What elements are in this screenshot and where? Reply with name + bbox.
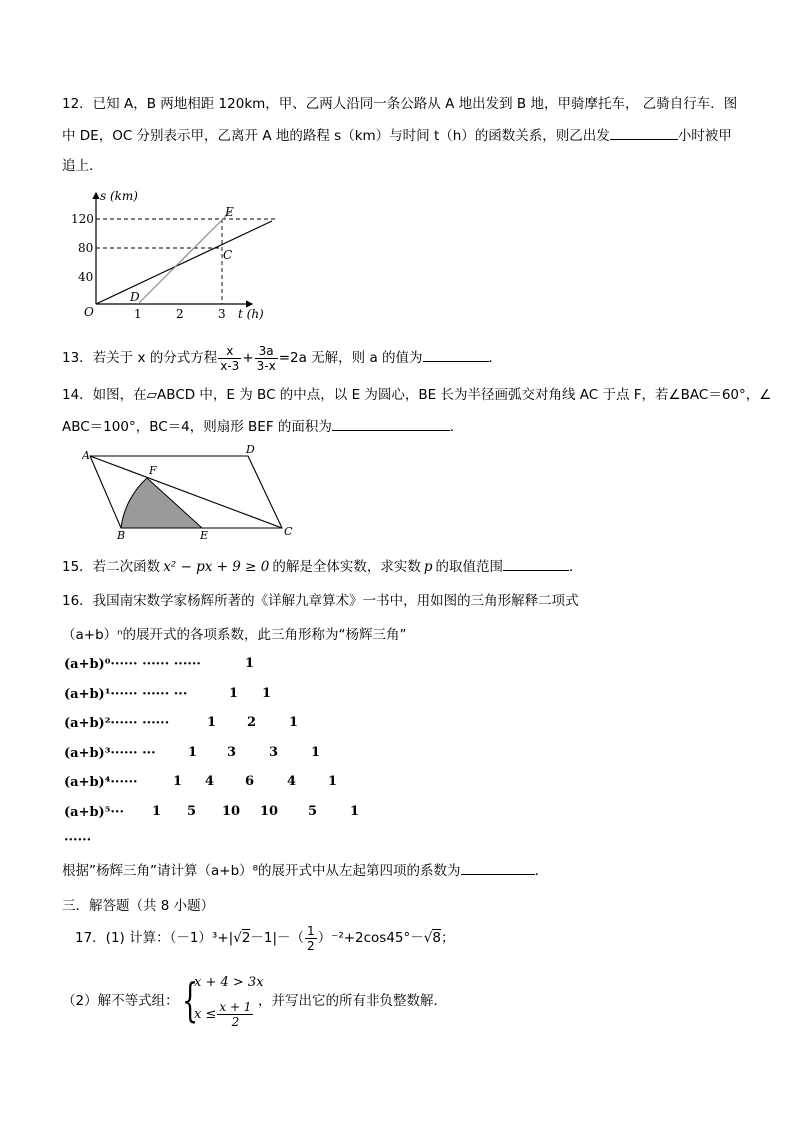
- q15-prefix: 15．若二次函数: [62, 559, 161, 575]
- q13-f2-den: 3-x: [256, 358, 276, 373]
- yh-row-label: (a+b)¹······ ······ ···: [64, 687, 188, 702]
- q14-end: ．: [449, 419, 464, 435]
- yh-value: 1: [229, 686, 239, 701]
- q16-line1: 16．我国南宋数学家杨辉所著的《详解九章算术》一书中，用如图的三角形解释二项式: [62, 593, 579, 609]
- yh-row-label: (a+b)⁵···: [64, 805, 124, 820]
- yh-row-label: (a+b)²······ ······: [64, 716, 170, 731]
- q17-ineq1: x + 4 > 3x: [194, 975, 264, 990]
- y-tick-40: 40: [78, 270, 94, 284]
- q12-line2: [62, 125, 732, 145]
- q17-part1: [75, 920, 454, 956]
- q14-line2: [62, 416, 463, 436]
- q13-suffix: =2a 无解，则 a 的值为: [278, 350, 423, 366]
- q17-half-num: 1: [307, 923, 315, 938]
- q17-p1-c: ）⁻²+2cos45°－: [317, 930, 424, 946]
- yh-value: 10: [260, 804, 279, 819]
- yh-value: 1: [152, 804, 162, 819]
- q16-answer-blank: [461, 860, 535, 875]
- q14-line1: 14．如图，在▱ABCD 中，E 为 BC 的中点，以 E 为圆心，BE 长为半径画弧交对角线 AC 于点 F，若∠BAC＝60°，∠: [62, 387, 772, 403]
- q15-expr: x² − px + 9 ≥ 0: [163, 559, 270, 575]
- point-c-label: C: [223, 248, 233, 262]
- yh-value: 6: [245, 774, 255, 789]
- q17-p1-a: 17．(1) 计算：（－1）³+|: [75, 930, 234, 946]
- q17-ineq2: [194, 1000, 254, 1029]
- yh-value: 5: [308, 804, 318, 819]
- x-tick-2: 2: [176, 307, 184, 321]
- yh-value: 1: [328, 774, 338, 789]
- q17-root1: 2: [241, 930, 251, 946]
- yh-value: 1: [350, 804, 360, 819]
- q17-ineq2-lhs: x ≤: [194, 1007, 217, 1022]
- y-tick-120: 120: [71, 212, 94, 226]
- yh-value: 4: [287, 774, 297, 789]
- yh-value: 2: [247, 715, 257, 730]
- sector-bef: [121, 478, 202, 528]
- q16-end: ．: [534, 863, 549, 879]
- label-f: F: [149, 464, 157, 477]
- x-tick-1: 1: [134, 307, 142, 321]
- yh-value: 5: [187, 804, 197, 819]
- sqrt-sign: √: [233, 930, 242, 946]
- point-d-label: D: [130, 290, 140, 304]
- q17-ineq2-den: 2: [231, 1015, 240, 1029]
- line-oc: [96, 221, 272, 304]
- q14-figure: [82, 442, 302, 542]
- q13-answer-blank: [423, 347, 489, 362]
- q13-fraction-2: [255, 344, 278, 373]
- q13-end: ．: [488, 350, 503, 366]
- q12-graph: [70, 188, 290, 328]
- q15-var: p: [423, 559, 433, 575]
- x-axis-label: t (h): [238, 307, 264, 321]
- q17-half: [305, 924, 317, 953]
- q17-root2: 8: [432, 930, 441, 946]
- yh-value: 4: [205, 774, 215, 789]
- q13-f2-num: 3a: [255, 344, 278, 359]
- q15-end: ．: [569, 559, 583, 575]
- yh-row-label: (a+b)⁰······ ······ ······: [64, 657, 201, 672]
- label-a: A: [82, 449, 90, 462]
- line-de: [138, 212, 233, 304]
- y-tick-80: 80: [78, 241, 94, 255]
- label-d: D: [246, 443, 255, 456]
- yh-value: 1: [173, 774, 183, 789]
- q15-answer-blank: [503, 556, 569, 571]
- label-b: B: [117, 529, 126, 542]
- yh-value: 1: [245, 656, 255, 671]
- label-c: C: [284, 525, 293, 538]
- q13-plus: +: [242, 350, 254, 366]
- yh-value: 1: [289, 715, 299, 730]
- sqrt-sign: √: [423, 930, 433, 946]
- q16-line2: （a+b）ⁿ的展开式的各项系数，此三角形称为“杨辉三角”: [62, 627, 407, 643]
- yh-value: 1: [207, 715, 217, 730]
- q13-f1-den: x-3: [220, 358, 240, 373]
- q12-line1: 12．已知 A，B 两地相距 120km，甲、乙两人沿同一条公路从 A 地出发到 B 地，甲骑摩托车， 乙骑自行车．图: [62, 96, 738, 112]
- yh-value: 1: [188, 745, 198, 760]
- q15-mid: 的解是全体实数，求实数: [272, 559, 421, 575]
- section-title: 三．解答题（共 8 小题）: [62, 898, 215, 914]
- q12-line3: 追上．: [62, 158, 103, 174]
- q16-question-text: 根据”杨辉三角”请计算（a+b）⁸的展开式中从左起第四项的系数为: [62, 863, 461, 879]
- yh-continuation: ······: [64, 833, 92, 848]
- q17-half-den: 2: [307, 938, 315, 953]
- q13-f1-num: x: [218, 344, 241, 359]
- yh-row-label: (a+b)⁴······: [64, 775, 138, 790]
- q12-line2-text: 中 DE，OC 分别表示甲，乙离开 A 地的路程 s（km）与时间 t（h）的函数关系，则乙出发: [62, 128, 610, 144]
- q17-brace: {: [182, 973, 199, 1027]
- q17-ineq2-frac: [217, 1000, 253, 1029]
- q17-p1-b: －1|－（: [250, 930, 305, 946]
- y-axis-label: s (km): [100, 189, 138, 203]
- q14-line2-text: ABC＝100°，BC＝4，则扇形 BEF 的面积为: [62, 419, 332, 435]
- q17-ineq2-num: x + 1: [219, 1000, 252, 1014]
- yh-value: 3: [269, 745, 279, 760]
- q16-question: [62, 860, 548, 880]
- q13-fraction-1: [218, 344, 241, 373]
- yh-value: 3: [227, 745, 237, 760]
- q17-p1-d: ；: [440, 930, 455, 946]
- q13-prefix: 13．若关于 x 的分式方程: [62, 350, 218, 366]
- q17-part2-tail: ，并写出它的所有非负整数解．: [258, 993, 447, 1009]
- q14-answer-blank: [332, 416, 450, 431]
- yh-value: 1: [311, 745, 321, 760]
- yh-value: 1: [262, 686, 272, 701]
- q12-answer-blank: [610, 125, 678, 140]
- point-e-label: E: [225, 205, 234, 219]
- origin-label: O: [84, 305, 94, 319]
- x-tick-3: 3: [218, 307, 226, 321]
- q15-line: [62, 556, 583, 576]
- q13-line: [62, 340, 502, 376]
- q15-suffix: 的取值范围: [435, 559, 503, 575]
- q17-part2-label: （2）解不等式组：: [62, 993, 179, 1009]
- q12-line2-end: 小时被甲: [677, 128, 732, 144]
- yh-value: 10: [222, 804, 241, 819]
- yh-row-label: (a+b)³······ ···: [64, 746, 156, 761]
- label-e: E: [200, 529, 209, 542]
